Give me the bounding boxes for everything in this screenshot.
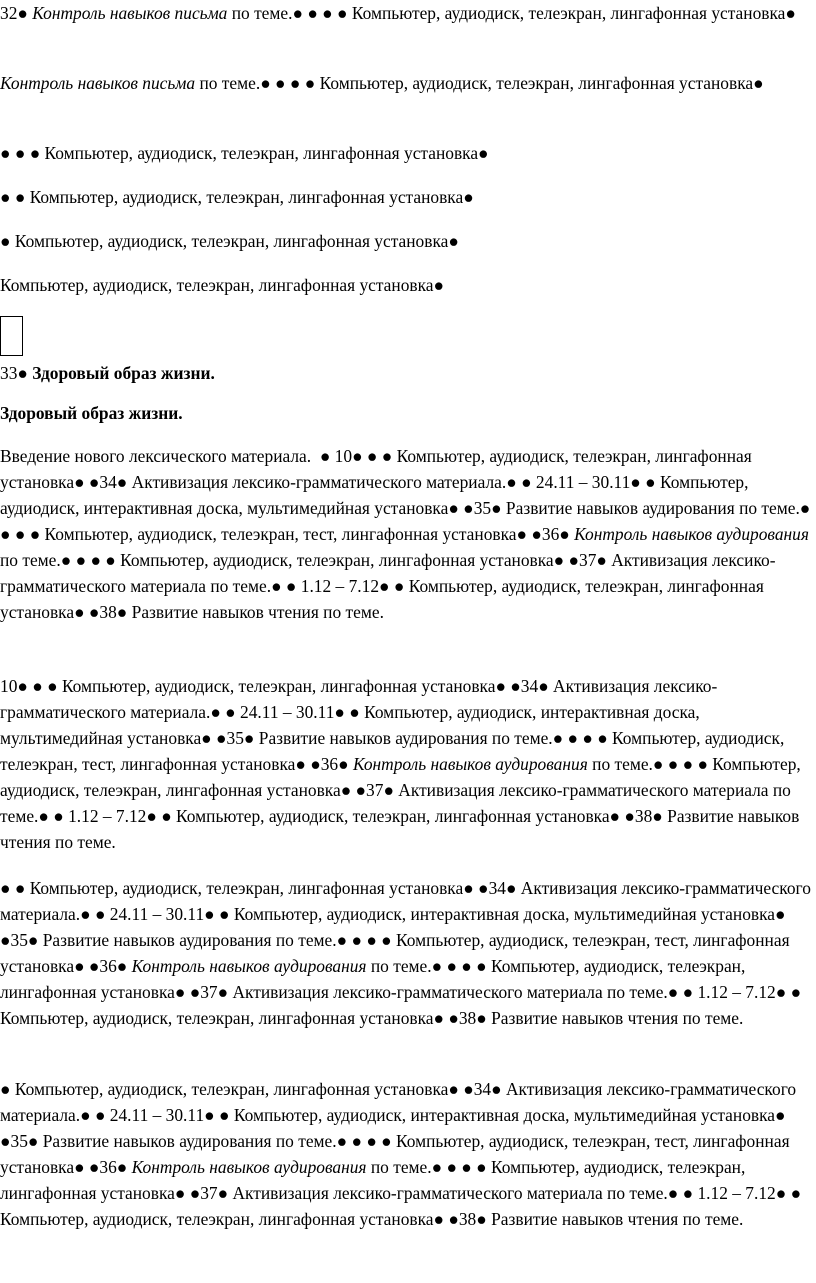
lesson-33-line — [0, 360, 800, 386]
paragraph-italic: Контроль навыков аудирования — [574, 524, 809, 544]
lesson-32-repeat-2 — [0, 140, 800, 166]
paragraph-text: по теме.● ● ● ● Компьютер, аудиодиск, телеэкран, лингафонная установка● ●37● Активизация лексико-грамматического материала по теме.● ● 1.12 – 7.12● ● Компьютер, аудиодиск, телеэкран, лингафонная установка● ●38● Развитие навыков чтения по теме. — [0, 956, 806, 1028]
lesson-33-paragraph-d — [0, 1076, 812, 1232]
lesson-32-repeat-1 — [0, 70, 800, 96]
paragraph-text: 10● ● ● Компьютер, аудиодиск, телеэкран, лингафонная установка● ●34● Активизация лексико-грамматического материала.● ● 24.11 – 30.11● ● Компьютер, аудиодиск, интерактивная доска, мультимедийная установка● ●35● Развитие навыков аудирования по теме.● ● ● ● Компьютер, аудиодиск, телеэкран, тест, лингафонная установка● ●36● — [0, 676, 789, 774]
lesson-33-title — [0, 400, 800, 426]
lesson-33-paragraph-a — [0, 443, 815, 625]
lesson-text: ● Компьютер, аудиодиск, телеэкран, лингафонная установка● — [0, 231, 459, 251]
paragraph-italic: Контроль навыков аудирования — [131, 956, 367, 976]
empty-table-cell — [0, 316, 23, 356]
lesson-32-line — [0, 0, 800, 26]
lesson-text: по теме.● ● ● ● Компьютер, аудиодиск, телеэкран, лингафонная установка● — [227, 3, 796, 23]
lesson-33-paragraph-c — [0, 875, 816, 1031]
lesson-32-repeat-5 — [0, 272, 800, 298]
paragraph-text: по теме.● ● ● ● Компьютер, аудиодиск, телеэкран, лингафонная установка● ●37● Активизация лексико-грамматического материала по теме.● ● 1.12 – 7.12● ● Компьютер, аудиодиск, телеэкран, лингафонная установка● ●38● Развитие навыков чтения по теме. — [0, 524, 814, 622]
lesson-number: 32● — [0, 3, 28, 23]
paragraph-text: по теме.● ● ● ● Компьютер, аудиодиск, телеэкран, лингафонная установка● ●37● Активизация лексико-грамматического материала по теме.● ● 1.12 – 7.12● ● Компьютер, аудиодиск, телеэкран, лингафонная установка● ●38● Развитие навыков чтения по теме. — [0, 754, 806, 852]
lesson-text: Компьютер, аудиодиск, телеэкран, лингафонная установка● — [0, 275, 445, 295]
paragraph-italic: Контроль навыков аудирования — [131, 1157, 367, 1177]
lesson-33-paragraph-b — [0, 673, 812, 855]
paragraph-italic: Контроль навыков аудирования — [352, 754, 588, 774]
lesson-number: 33● — [0, 363, 28, 383]
lesson-text: ● ● ● Компьютер, аудиодиск, телеэкран, лингафонная установка● — [0, 143, 489, 163]
paragraph-text: ● ● Компьютер, аудиодиск, телеэкран, лингафонная установка● ●34● Активизация лексико-грамматического материала.● ● 24.11 – 30.11● ● Компьютер, аудиодиск, интерактивная доска, мультимедийная установка● ●35● Развитие навыков аудирования по теме.● ● ● ● Компьютер, аудиодиск, телеэкран, тест, лингафонная установка● ●36● — [0, 878, 816, 976]
lesson-topic-italic: Контроль навыков письма — [32, 3, 228, 23]
paragraph-text: Введение нового лексического материала. ● 10● ● ● Компьютер, аудиодиск, телеэкран, лингафонная установка● ●34● Активизация лексико-грамматического материала.● ● 24.11 – 30.11● ● Компьютер, аудиодиск, интерактивная доска, мультимедийная установка● ●35● Развитие навыков аудирования по теме.● ● ● ● Компьютер, аудиодиск, телеэкран, тест, лингафонная установка● ●36● — [0, 446, 815, 544]
paragraph-text: ● Компьютер, аудиодиск, телеэкран, лингафонная установка● ●34● Активизация лексико-грамматического материала.● ● 24.11 – 30.11● ● Компьютер, аудиодиск, интерактивная доска, мультимедийная установка● ●35● Развитие навыков аудирования по теме.● ● ● ● Компьютер, аудиодиск, телеэкран, тест, лингафонная установка● ●36● — [0, 1079, 801, 1177]
lesson-32-repeat-4 — [0, 228, 800, 254]
paragraph-text: по теме.● ● ● ● Компьютер, аудиодиск, телеэкран, лингафонная установка● ●37● Активизация лексико-грамматического материала по теме.● ● 1.12 – 7.12● ● Компьютер, аудиодиск, телеэкран, лингафонная установка● ●38● Развитие навыков чтения по теме. — [0, 1157, 806, 1229]
lesson-32-repeat-3 — [0, 184, 800, 210]
lesson-title-bold: Здоровый образ жизни. — [0, 403, 183, 423]
lesson-text: по теме.● ● ● ● Компьютер, аудиодиск, телеэкран, лингафонная установка● — [195, 73, 764, 93]
lesson-text: ● ● Компьютер, аудиодиск, телеэкран, лингафонная установка● — [0, 187, 474, 207]
lesson-title-bold: Здоровый образ жизни. — [27, 363, 215, 383]
lesson-topic-italic: Контроль навыков письма — [0, 73, 196, 93]
